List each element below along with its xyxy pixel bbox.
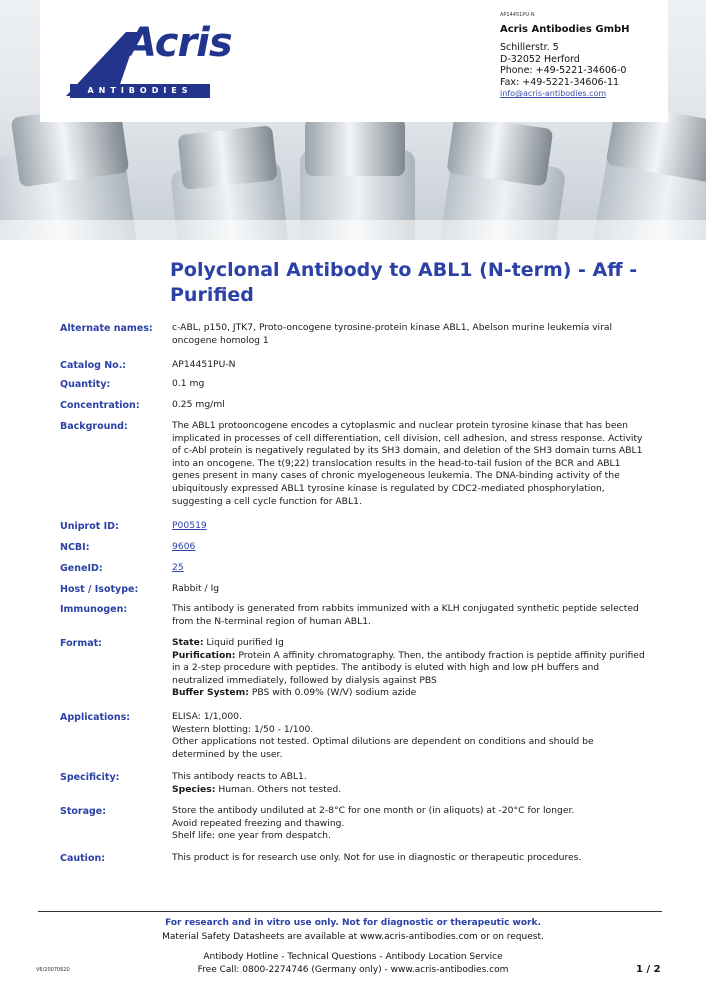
field-value — [172, 771, 647, 796]
ncbi-link[interactable]: 9606 — [172, 541, 196, 552]
logo-band: ANTIBODIES — [70, 84, 210, 98]
version-code: V6/20070620 — [36, 967, 70, 973]
footer-hotline: Antibody Hotline - Technical Questions - Antibody Location Service — [203, 952, 503, 962]
field-value: This product is for research use only. Not for use in diagnostic or therapeutic procedures. — [172, 852, 582, 863]
storage-line: Store the antibody undiluted at 2-8°C for one month or (in aliquots) at -20°C for longer. — [172, 805, 575, 816]
field-value — [172, 805, 647, 843]
field-value: 0.25 mg/ml — [172, 399, 225, 410]
field-label: GeneID: — [60, 563, 103, 574]
company-address — [500, 12, 670, 99]
field-label: NCBI: — [60, 542, 90, 553]
footer-disclaimer: For research and in vitro use only. Not for diagnostic or therapeutic work. — [165, 918, 541, 928]
field-value: This antibody is generated from rabbits immunized with a KLH conjugated synthetic peptide selected from the N-terminal region of human ABL1. — [172, 603, 639, 627]
doc-code: AP14451PU-N — [500, 12, 535, 18]
field-label: Uniprot ID: — [60, 521, 119, 532]
geneid-link[interactable]: 25 — [172, 562, 184, 573]
field-label: Applications: — [60, 712, 131, 723]
buffer-label: Buffer System: — [172, 687, 249, 699]
address-city: D-32052 Herford — [500, 53, 580, 65]
state-value: Liquid purified Ig — [203, 637, 284, 648]
field-label: Concentration: — [60, 400, 140, 411]
field-label: Immunogen: — [60, 604, 128, 615]
field-value: The ABL1 protooncogene encodes a cytoplasmic and nuclear protein tyrosine kinase that has been implicated in processes of cell differentiation, cell division, cell adhesion, and stress response. Activity of c-Abl protein is negatively regulated by its SH3 domain, and deletion of the SH3 domain turns ABL1 into an oncogene. The t(9;22) translocation results in the head-to-tail fusion of the BCR and ABL1 genes present in many cases of chronic myelogeneous leukemia. The DNA-binding activity of the ubiquitously expressed ABL1 tyrosine kinase is regulated by CDC2-mediated phosphorylation, suggesting a cell cycle function for ABL1. — [172, 420, 643, 507]
field-label: Caution: — [60, 853, 106, 864]
field-value — [172, 711, 647, 761]
header-banner — [0, 0, 706, 240]
purification-label: Purification: — [172, 649, 236, 661]
app-line: Other applications not tested. Optimal dilutions are dependent on conditions and should be determined by the user. — [172, 736, 594, 760]
page-title: Polyclonal Antibody to ABL1 (N-term) - Aff - Purified — [170, 259, 638, 306]
company-name: Acris Antibodies GmbH — [500, 24, 630, 35]
logo-text: Acris — [126, 20, 232, 66]
field-value: Rabbit / Ig — [172, 583, 220, 594]
field-label: Quantity: — [60, 379, 111, 390]
storage-line: Avoid repeated freezing and thawing. — [172, 817, 345, 829]
uniprot-link[interactable]: P00519 — [172, 520, 207, 531]
field-value: c-ABL, p150, JTK7, Proto-oncogene tyrosine-protein kinase ABL1, Abelson murine leukemia viral oncogene homolog 1 — [172, 322, 613, 346]
field-label: Host / Isotype: — [60, 584, 139, 595]
storage-line: Shelf life: one year from despatch. — [172, 830, 331, 842]
footer-divider — [38, 911, 662, 912]
field-label: Background: — [60, 421, 128, 432]
email-link[interactable]: info@acris-antibodies.com — [500, 89, 607, 98]
field-label: Catalog No.: — [60, 360, 127, 371]
field-label: Format: — [60, 638, 102, 649]
field-value — [172, 637, 647, 700]
app-line: Western blotting: 1/50 - 1/100. — [172, 723, 314, 735]
address-fax: Fax: +49-5221-34606-11 — [500, 76, 620, 88]
species-value: Human. Others not tested. — [215, 783, 342, 795]
address-street: Schillerstr. 5 — [500, 42, 559, 53]
field-value: AP14451PU-N — [172, 359, 236, 370]
species-label: Species: — [172, 783, 216, 795]
field-label: Specificity: — [60, 772, 120, 783]
footer-freecall: Free Call: 0800-2274746 (Germany only) - www.acris-antibodies.com — [197, 965, 509, 975]
purification-value: Protein A affinity chromatography. Then, the antibody fraction is peptide affinity purified in a 2-step procedure with peptides. The antibody is eluted with high and low pH buffers and neutralized immediately, followed by dialysis against PBS — [172, 649, 645, 686]
specificity-line: This antibody reacts to ABL1. — [172, 771, 307, 782]
footer-msds: Material Safety Datasheets are available at www.acris-antibodies.com or on request. — [162, 932, 544, 942]
app-line: ELISA: 1/1,000. — [172, 711, 242, 722]
address-phone: Phone: +49-5221-34606-0 — [500, 65, 627, 76]
field-label: Alternate names: — [60, 323, 153, 334]
page-number: 1 / 2 — [636, 964, 661, 975]
field-label: Storage: — [60, 806, 107, 817]
field-value: 0.1 mg — [172, 378, 205, 389]
buffer-value: PBS with 0.09% (W/V) sodium azide — [248, 687, 417, 699]
state-label: State: — [172, 637, 204, 648]
